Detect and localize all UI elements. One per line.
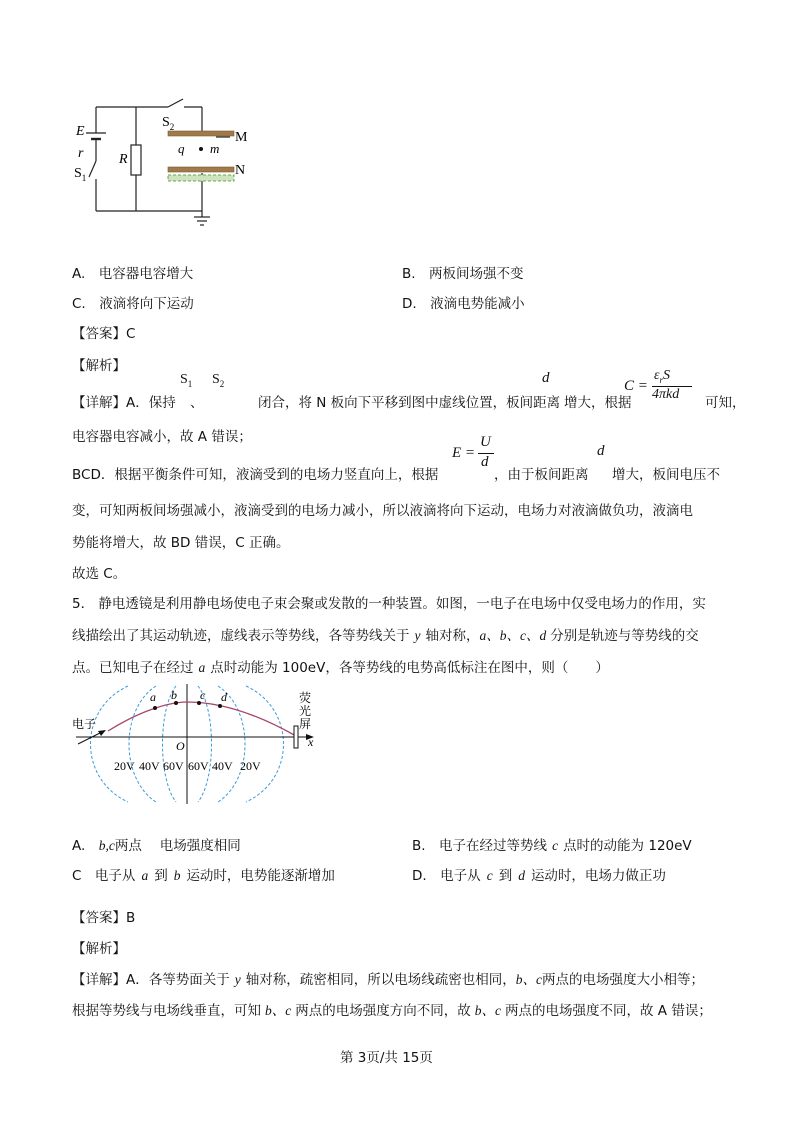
q4-answer: 【答案】C — [72, 326, 136, 342]
q4-detail-line1-c: 闭合，将 N 板向下平移到图中虚线位置，板间距离 — [258, 395, 561, 411]
q4-option-a: A. 电容器电容增大 — [72, 266, 194, 282]
q4-detail-line6: 故选 C。 — [72, 566, 127, 582]
q5-option-a: A. b,c两点 电场强度相同 — [72, 838, 241, 854]
q4-option-c: C. 液滴将向下运动 — [72, 296, 194, 312]
electron-arrow — [78, 732, 102, 744]
label-x-axis: x — [308, 735, 314, 749]
q4-detail-line3-a: BCD．根据平衡条件可知，液滴受到的电场力竖直向上，根据 — [72, 467, 439, 483]
q4-detail-line2: 电容器电容减小，故 A 错误； — [72, 429, 252, 445]
electrostatic-lens-diagram — [68, 684, 328, 806]
voltage-label-5: 40V — [212, 759, 233, 773]
equipotential-left-outer — [91, 686, 129, 802]
q4-analysis-label: 【解析】 — [72, 358, 126, 374]
q4-detail-line3-c: 增大，板间电压不 — [612, 467, 720, 483]
q5-answer: 【答案】B — [72, 910, 136, 926]
circuit-diagram — [70, 95, 280, 235]
fluorescent-screen — [294, 726, 298, 748]
label-electron: 电子 — [72, 717, 97, 731]
equipotential-right-outer — [246, 686, 284, 802]
q4-symbol-d1: d — [542, 370, 550, 386]
q5-stem-line3: 点。已知电子在经过 a 点时动能为 100eV，各等势线的电势高低标注在图中，则（ ） — [72, 660, 609, 676]
q5-stem-line2: 线描绘出了其运动轨迹，虚线表示等势线，各等势线关于 y 轴对称，a、b、c、d 分别是轨迹与等势线的交 — [72, 628, 699, 644]
q5-option-c: C 电子从 a 到 b 运动时，电势能逐渐增加 — [72, 868, 335, 884]
label-n: N — [235, 163, 246, 178]
q5-detail-line1: 【详解】A．各等势面关于 y 轴对称，疏密相同，所以电场线疏密也相同，b、c两点的电场强度大小相等； — [72, 972, 704, 988]
q4-detail-line1-d: 增大，根据 — [564, 395, 632, 411]
label-r-resistor: R — [119, 152, 128, 167]
point-d — [218, 704, 222, 708]
label-s1: $S_1$ — [74, 166, 87, 183]
q4-detail-line1-e: 可知， — [705, 395, 746, 411]
q4-option-d: D. 液滴电势能减小 — [402, 296, 525, 312]
label-screen-1: 荧 — [299, 691, 312, 705]
voltage-label-2: 40V — [139, 759, 160, 773]
label-m-mass: m — [210, 141, 220, 156]
label-origin: O — [176, 739, 185, 753]
label-point-c: c — [200, 688, 206, 702]
q5-option-d: D. 电子从 c 到 d 运动时，电场力做正功 — [412, 868, 666, 884]
resistor — [131, 145, 141, 175]
q4-detail-line3-b: ，由于板间距离 — [494, 467, 589, 483]
label-point-a: a — [150, 690, 156, 704]
q4-detail-line5: 势能将增大，故 BD 错误，C 正确。 — [72, 535, 290, 551]
q4-symbol-d2: d — [597, 443, 605, 459]
plate-n-shifted — [168, 175, 234, 181]
q4-symbol-s1: $S_1$ — [180, 372, 193, 389]
label-q: q — [178, 141, 185, 156]
q4-option-b: B. 两板间场强不变 — [402, 266, 524, 282]
q5-analysis-label: 【解析】 — [72, 941, 126, 957]
voltage-label-4: 60V — [188, 759, 209, 773]
droplet — [199, 147, 203, 151]
q5-stem-line1: 5． 静电透镜是利用静电场使电子束会聚或发散的一种装置。如图，一电子在电场中仅受电场力的作用，实 — [72, 596, 706, 612]
plate-m — [168, 131, 234, 136]
page-footer: 第 3页/共 15页 — [340, 1050, 433, 1066]
label-r: r — [78, 146, 84, 161]
plate-n — [168, 167, 234, 172]
q5-option-b: B. 电子在经过等势线 c 点时的动能为 120eV — [412, 838, 692, 854]
label-screen-2: 光 — [299, 704, 312, 718]
voltage-label-3: 60V — [163, 759, 184, 773]
q5-detail-line2: 根据等势线与电场线垂直，可知 b、c 两点的电场强度方向不同，故 b、c 两点的电场强度不同，故 A 错误； — [72, 1003, 712, 1019]
q4-detail-line1-b: 、 — [190, 395, 204, 411]
point-a — [153, 706, 157, 710]
voltage-label-1: 20V — [114, 759, 135, 773]
q4-symbol-s2: $S_2$ — [212, 372, 225, 389]
label-point-b: b — [171, 688, 177, 702]
label-screen-3: 屏 — [299, 717, 312, 731]
electron-trajectory — [108, 702, 296, 736]
q4-detail-line4: 变，可知两板间场强减小，液滴受到的电场力减小，所以液滴将向下运动，电场力对液滴做负功，液滴电 — [72, 503, 693, 519]
label-e: E — [76, 124, 85, 139]
q4-detail-line1-a: 【详解】A．保持 — [72, 395, 176, 411]
label-m: M — [235, 130, 248, 145]
label-s2: $S_2$ — [162, 115, 175, 132]
voltage-label-6: 20V — [240, 759, 261, 773]
label-point-d: d — [221, 690, 227, 704]
